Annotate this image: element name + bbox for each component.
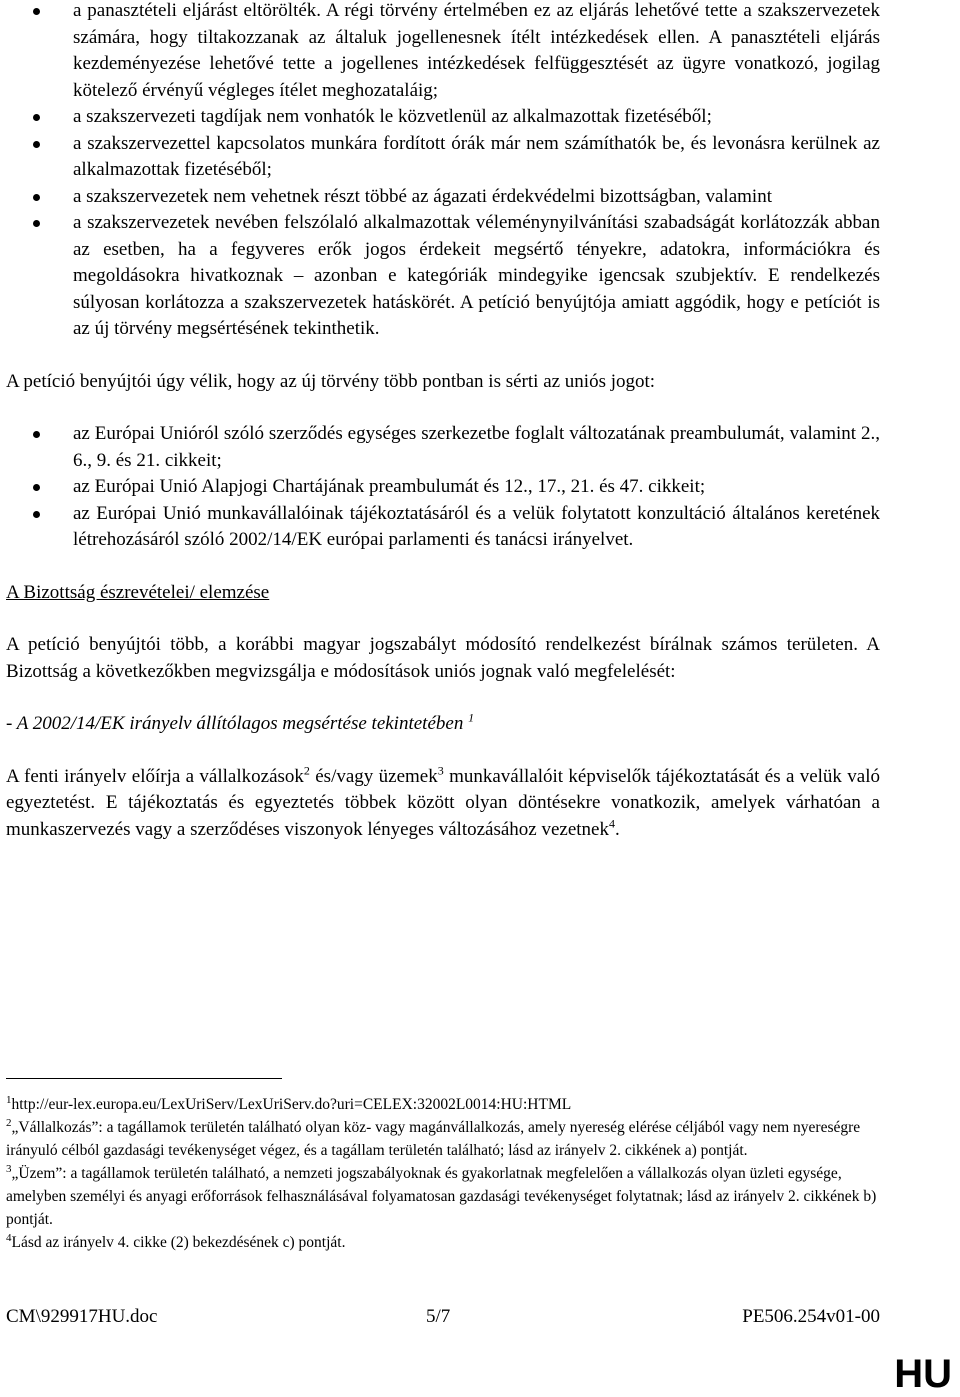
subheading-directive: - A 2002/14/EK irányelv állítólagos megsértése tekintetében $^1$ — [6, 710, 475, 734]
bullet-icon — [33, 431, 40, 438]
list-item: a szakszervezettel kapcsolatos munkára fordított órák már nem számíthatók be, és levonásra kerülnek az alkalmazottak fizetéséből; — [6, 131, 880, 184]
footer-reference: PE506.254v01-00 — [742, 1306, 880, 1327]
list-item: a szakszervezetek nevében felszólaló alkalmazottak véleménynyilvánítási szabadságát korlátozzák abban az esetben, ha a fegyveres erők jogos érdekeit megsértő tényekre, adatokra, információkra és megoldásokra hivatkoznak – azonban e kategóriák mindegyike igencsak szubjektív. E rendelkezés súlyosan korlátozza a szakszervezetek hatáskörét. A petíció benyújtója amiatt aggódik, hogy e petíciót is az új törvény megsértésének tekinthetik. — [6, 210, 880, 343]
list-item: az Európai Unió munkavállalóinak tájékoztatásáról és a velük folytatott konzultáció általános keretének létrehozásáról szóló 2002/14/EK európai parlamenti és tanácsi irányelvet. — [6, 501, 880, 554]
paragraph-directive: A fenti irányelv előírja a vállalkozások$^2$ és/vagy üzemek$^3$ munkavállalóit képviselők tájékoztatását és a velük való egyeztetést. E tájékoztatás és egyeztetés többek között olyan döntésekre vonatkozik, amelyek várhatóan a munkaszervezés vagy a szerződéses viszonyok lényeges változásához vezetnek$^4$. — [6, 763, 880, 840]
bullet-icon — [33, 114, 40, 121]
bullet-icon — [33, 8, 40, 15]
footnote-link[interactable]: http://eur-lex.europa.eu/LexUriServ/LexUriServ.do?uri=CELEX:32002L0014:HU:HTML — [11, 1096, 572, 1113]
section-heading: A Bizottság észrevételei/ elemzése — [6, 581, 270, 603]
footnote-separator — [6, 1078, 282, 1079]
page-footer — [6, 1306, 880, 1332]
footnotes — [6, 1093, 880, 1254]
bullet-icon — [33, 141, 40, 148]
paragraph-commission: A petíció benyújtói több, a korábbi magyar jogszabályt módosító rendelkezést bírálnak számos területen. A Bizottság a következőkben megvizsgálja e módosítások uniós jognak való megfelelését: — [6, 634, 880, 682]
footnote-ref: 4 — [609, 816, 615, 831]
bullet-icon — [33, 220, 40, 227]
list-item: az Európai Unióról szóló szerződés egységes szerkezetbe foglalt változatának preambulumát, valamint 2., 6., 9. és 21. cikkeit; — [6, 421, 880, 474]
footnote: $^3$„Üzem”: a tagállamok területén található, a nemzeti jogszabályoknak és gyakorlatnak megfelelően a vállalkozás olyan üzleti egysége, amelyben személyi és anyagi erőforrások felhasználásával folyamatosan gazdasági tevékenységet folytatnak; lásd az irányelv 2. cikkének b) pontját. — [6, 1162, 877, 1228]
bullet-icon — [33, 511, 40, 518]
bullet-icon — [33, 484, 40, 491]
law-bullet-list — [6, 421, 880, 554]
list-item: az Európai Unió Alapjogi Chartájának preambulumát és 12., 17., 21. és 47. cikkeit; — [6, 474, 880, 501]
list-item: a szakszervezeti tagdíjak nem vonhatók le közvetlenül az alkalmazottak fizetéséből; — [6, 104, 880, 131]
bullet-icon — [33, 194, 40, 201]
footnote: $^4$Lásd az irányelv 4. cikke (2) bekezdésének c) pontját. — [6, 1231, 346, 1251]
footnote: $^1$http://eur-lex.europa.eu/LexUriServ/LexUriServ.do?uri=CELEX:32002L0014:HU:HTML — [6, 1093, 572, 1113]
main-text — [6, 0, 880, 843]
footnote: $^2$„Vállalkozás”: a tagállamok területén található olyan köz- vagy magánvállalkozás, amely nyereség elérése céljából vagy nem nyereségre irányuló célból gazdasági tevékenységet végez, és a tagállam területén található; lásd az irányelv 2. cikkének a) pontját. — [6, 1116, 861, 1159]
footnote-ref: 3 — [437, 763, 444, 778]
paragraph-union-law: A petíció benyújtói úgy vélik, hogy az új törvény több pontban is sérti az uniós jogot: — [6, 370, 656, 392]
language-code: HU — [894, 1352, 952, 1396]
list-item: a szakszervezetek nem vehetnek részt többé az ágazati érdekvédelmi bizottságban, valamint — [6, 184, 880, 211]
footnote-ref: 2 — [303, 763, 310, 778]
top-bullet-list — [6, 0, 880, 343]
footnote-ref: 1 — [468, 710, 475, 725]
list-item: a panasztételi eljárást eltörölték. A régi törvény értelmében ez az eljárás lehetővé tette a szakszervezetek számára, hogy tiltakozzanak az általuk jogellenesnek ítélt intézkedések ellen. A panasztételi eljárás kezdeményezése lehetővé tette a jogellenes intézkedések felfüggesztését az ügyre vonatkozó, jogilag kötelező érvényű végleges ítélet meghozataláig; — [6, 0, 880, 104]
footer-doc-id: CM\929917HU.doc — [6, 1306, 158, 1327]
footer-page-number: 5/7 — [426, 1306, 451, 1327]
